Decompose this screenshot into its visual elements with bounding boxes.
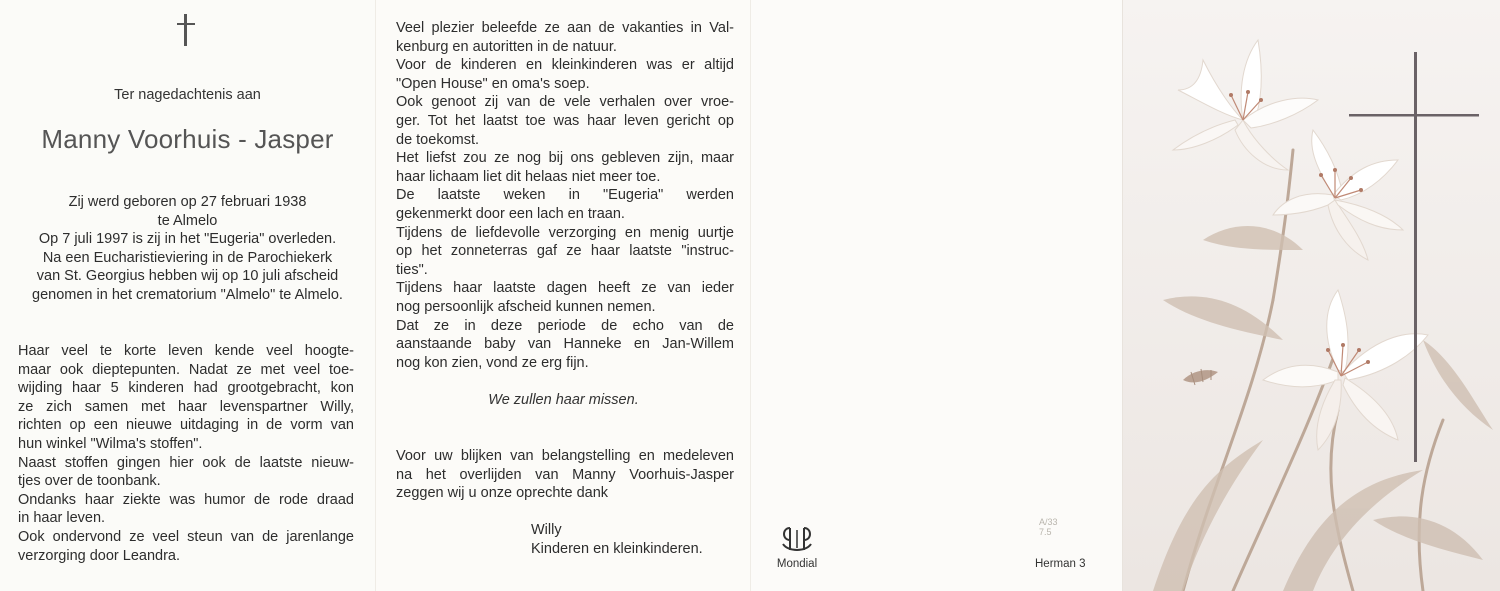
panel-back [750, 0, 1122, 591]
story-line: Veel plezier beleefde ze aan de vakanties in Val- [396, 20, 734, 36]
lily-illustration [1123, 0, 1500, 591]
signature [531, 521, 703, 559]
story-line: gekenmerkt door een lach en traan. [396, 205, 625, 222]
panel-cover-illustration [1122, 0, 1500, 591]
story-line: Voor de kinderen en kleinkinderen was er altijd [396, 57, 734, 74]
story-line: "Open House" en oma's soep. [396, 75, 590, 92]
birth-line: Zij werd geboren op 27 februari 1938 [68, 194, 307, 210]
story-line: Ondanks haar ziekte was humor de rode draad [18, 491, 354, 508]
intro-text: Ter nagedachtenis aan [114, 87, 261, 103]
brand-name: Mondial [776, 558, 818, 570]
story-line: op het zonneterras gaf ze haar laatste "instruc- [396, 243, 734, 260]
design-code: Herman 3 [1035, 558, 1086, 570]
panel-front-text [0, 0, 375, 591]
story-line: in haar leven. [18, 510, 106, 527]
life-story [18, 342, 354, 565]
story-line: Ook ondervond ze veel steun van de jarenlange [18, 528, 354, 545]
thanks-line: Voor uw blijken van belangstelling en medeleven [396, 448, 734, 464]
closing-line: We zullen haar missen. [488, 392, 639, 408]
life-story-continued [396, 19, 734, 372]
signature-line: Kinderen en kleinkinderen. [531, 541, 703, 557]
story-line: ger. Tot het laatst toe was haar leven gericht op [396, 112, 734, 129]
signature-line: Willy [531, 522, 562, 538]
birth-line: te Almelo [157, 212, 218, 229]
story-line: ze zich samen met haar levenspartner Willy, [18, 398, 354, 415]
birth-line: genomen in het crematorium "Almelo" te Almelo. [32, 286, 343, 303]
thanks-text [396, 447, 734, 503]
story-line: verzorging door Leandra. [18, 547, 181, 564]
cross-icon [177, 14, 195, 46]
story-line: maar ook dieptepunten. Nadat ze met veel toe- [18, 361, 354, 378]
pencil-note: A/33 7.5 [1039, 517, 1058, 537]
mondial-logo-icon [780, 524, 814, 556]
story-line: kenburg en autoritten in de natuur. [396, 38, 617, 55]
story-line: Naast stoffen gingen hier ook de laatste nieuw- [18, 454, 354, 471]
story-line: Tijdens haar laatste dagen heeft ze van ieder [396, 280, 734, 297]
birth-line: Na een Eucharistieviering in de Parochiekerk [42, 249, 333, 266]
birth-details [0, 193, 375, 305]
birth-line: van St. Georgius hebben wij op 10 juli afscheid [36, 268, 339, 285]
deceased-name: Manny Voorhuis - Jasper [41, 124, 334, 154]
story-line: Ook genoot zij van de vele verhalen over vroe- [396, 94, 734, 111]
story-line: nog persoonlijk afscheid kunnen nemen. [396, 298, 656, 315]
story-line: wijding haar 5 kinderen had grootgebracht, kon [18, 380, 354, 397]
story-line: ties". [396, 261, 428, 278]
story-line: haar lichaam liet dit helaas niet meer toe. [396, 168, 661, 185]
story-line: richten op een nieuwe uitdaging in de vorm van [18, 417, 354, 434]
birth-line: Op 7 juli 1997 is zij in het "Eugeria" overleden. [38, 231, 337, 248]
story-line: Dat ze in deze periode de echo van de [396, 317, 734, 334]
panel-inner-text [375, 0, 750, 591]
story-line: Haar veel te korte leven kende veel hoogte- [18, 343, 354, 359]
story-line: Tijdens de liefdevolle verzorging en menig uurtje [396, 224, 734, 241]
story-line: tjes over de toonbank. [18, 473, 161, 490]
story-line: Het liefst zou ze nog bij ons gebleven zijn, maar [396, 150, 734, 167]
story-line: de toekomst. [396, 131, 480, 148]
thanks-line: na het overlijden van Manny Voorhuis-Jasper [396, 466, 734, 483]
story-line: hun winkel "Wilma's stoffen". [18, 435, 203, 452]
story-line: aanstaande baby van Hanneke en Jan-Willem [396, 336, 734, 353]
thanks-line: zeggen wij u onze oprechte dank [396, 485, 609, 502]
story-line: nog kon zien, vond ze erg fijn. [396, 354, 589, 371]
story-line: De laatste weken in "Eugeria" werden [396, 187, 734, 204]
